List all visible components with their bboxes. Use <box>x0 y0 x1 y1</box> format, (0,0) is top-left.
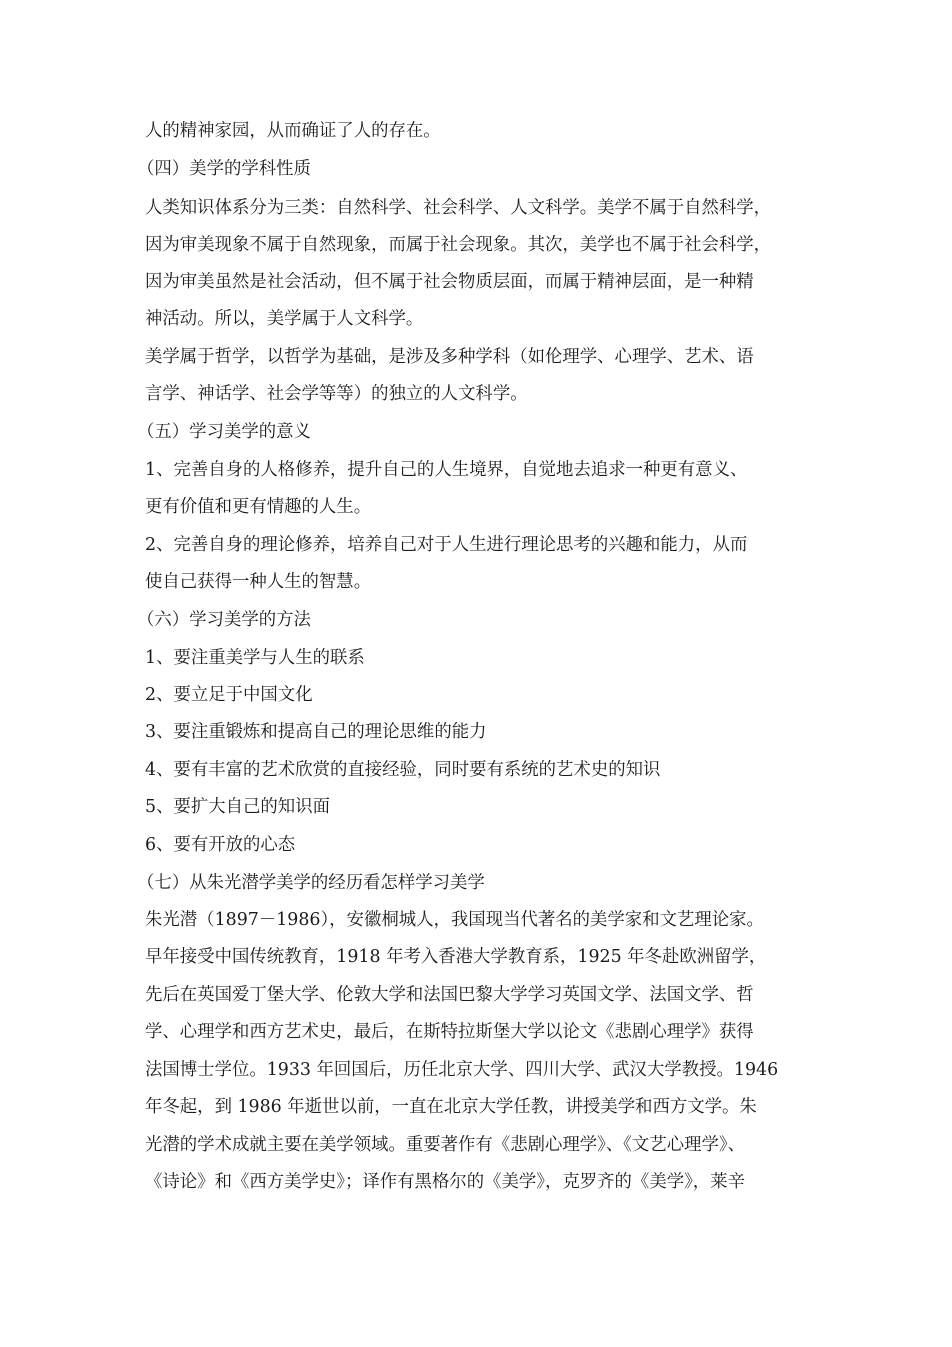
text-line: 朱光潜（1897－1986），安徽桐城人，我国现当代著名的美学家和文艺理论家。 <box>145 910 764 930</box>
section-heading-7: （七）从朱光潜学美学的经历看怎样学习美学 <box>137 873 485 893</box>
list-item: 3、要注重锻炼和提高自己的理论思维的能力 <box>145 722 487 742</box>
list-item: 2、完善自身的理论修养，培养自己对于人生进行理论思考的兴趣和能力，从而 <box>145 535 748 555</box>
text-line: 年冬起，到 1986 年逝世以前，一直在北京大学任教，讲授美学和西方文学。朱 <box>145 1097 757 1117</box>
list-item: 1、完善自身的人格修养，提升自己的人生境界，自觉地去追求一种更有意义、 <box>145 460 748 480</box>
section-heading-5: （五）学习美学的意义 <box>137 422 311 442</box>
text-line: 光潜的学术成就主要在美学领域。重要著作有《悲剧心理学》、《文艺心理学》、 <box>145 1135 745 1155</box>
list-item: 4、要有丰富的艺术欣赏的直接经验，同时要有系统的艺术史的知识 <box>145 760 661 780</box>
section-heading-6: （六）学习美学的方法 <box>137 610 311 630</box>
text-line: 人的精神家园，从而确证了人的存在。 <box>145 121 441 141</box>
text-line: 因为审美虽然是社会活动，但不属于社会物质层面，而属于精神层面，是一种精 <box>145 272 754 292</box>
text-line: 言学、神话学、社会学等等）的独立的人文科学。 <box>145 384 528 404</box>
section-heading-4: （四）美学的学科性质 <box>137 159 311 179</box>
list-item: 2、要立足于中国文化 <box>145 685 313 705</box>
text-line: 使自己获得一种人生的智慧。 <box>145 572 372 592</box>
text-line: 学、心理学和西方艺术史，最后，在斯特拉斯堡大学以论文《悲剧心理学》获得 <box>145 1022 754 1042</box>
text-line: 法国博士学位。1933 年回国后，历任北京大学、四川大学、武汉大学教授。1946 <box>145 1060 779 1080</box>
text-line: 更有价值和更有情趣的人生。 <box>145 497 372 517</box>
text-line: 神活动。所以，美学属于人文科学。 <box>145 309 424 329</box>
list-item: 6、要有开放的心态 <box>145 835 296 855</box>
text-line: 《诗论》和《西方美学史》；译作有黑格尔的《美学》，克罗齐的《美学》，莱辛 <box>145 1172 745 1192</box>
text-line: 先后在英国爱丁堡大学、伦敦大学和法国巴黎大学学习英国文学、法国文学、哲 <box>145 985 754 1005</box>
text-line: 早年接受中国传统教育，1918 年考入香港大学教育系，1925 年冬赴欧洲留学， <box>145 947 767 967</box>
list-item: 5、要扩大自己的知识面 <box>145 797 330 817</box>
text-line: 人类知识体系分为三类：自然科学、社会科学、人文科学。美学不属于自然科学， <box>145 198 772 218</box>
list-item: 1、要注重美学与人生的联系 <box>145 648 365 668</box>
text-line: 因为审美现象不属于自然现象，而属于社会现象。其次，美学也不属于社会科学， <box>145 235 772 255</box>
text-line: 美学属于哲学，以哲学为基础，是涉及多种学科（如伦理学、心理学、艺术、语 <box>145 347 754 367</box>
